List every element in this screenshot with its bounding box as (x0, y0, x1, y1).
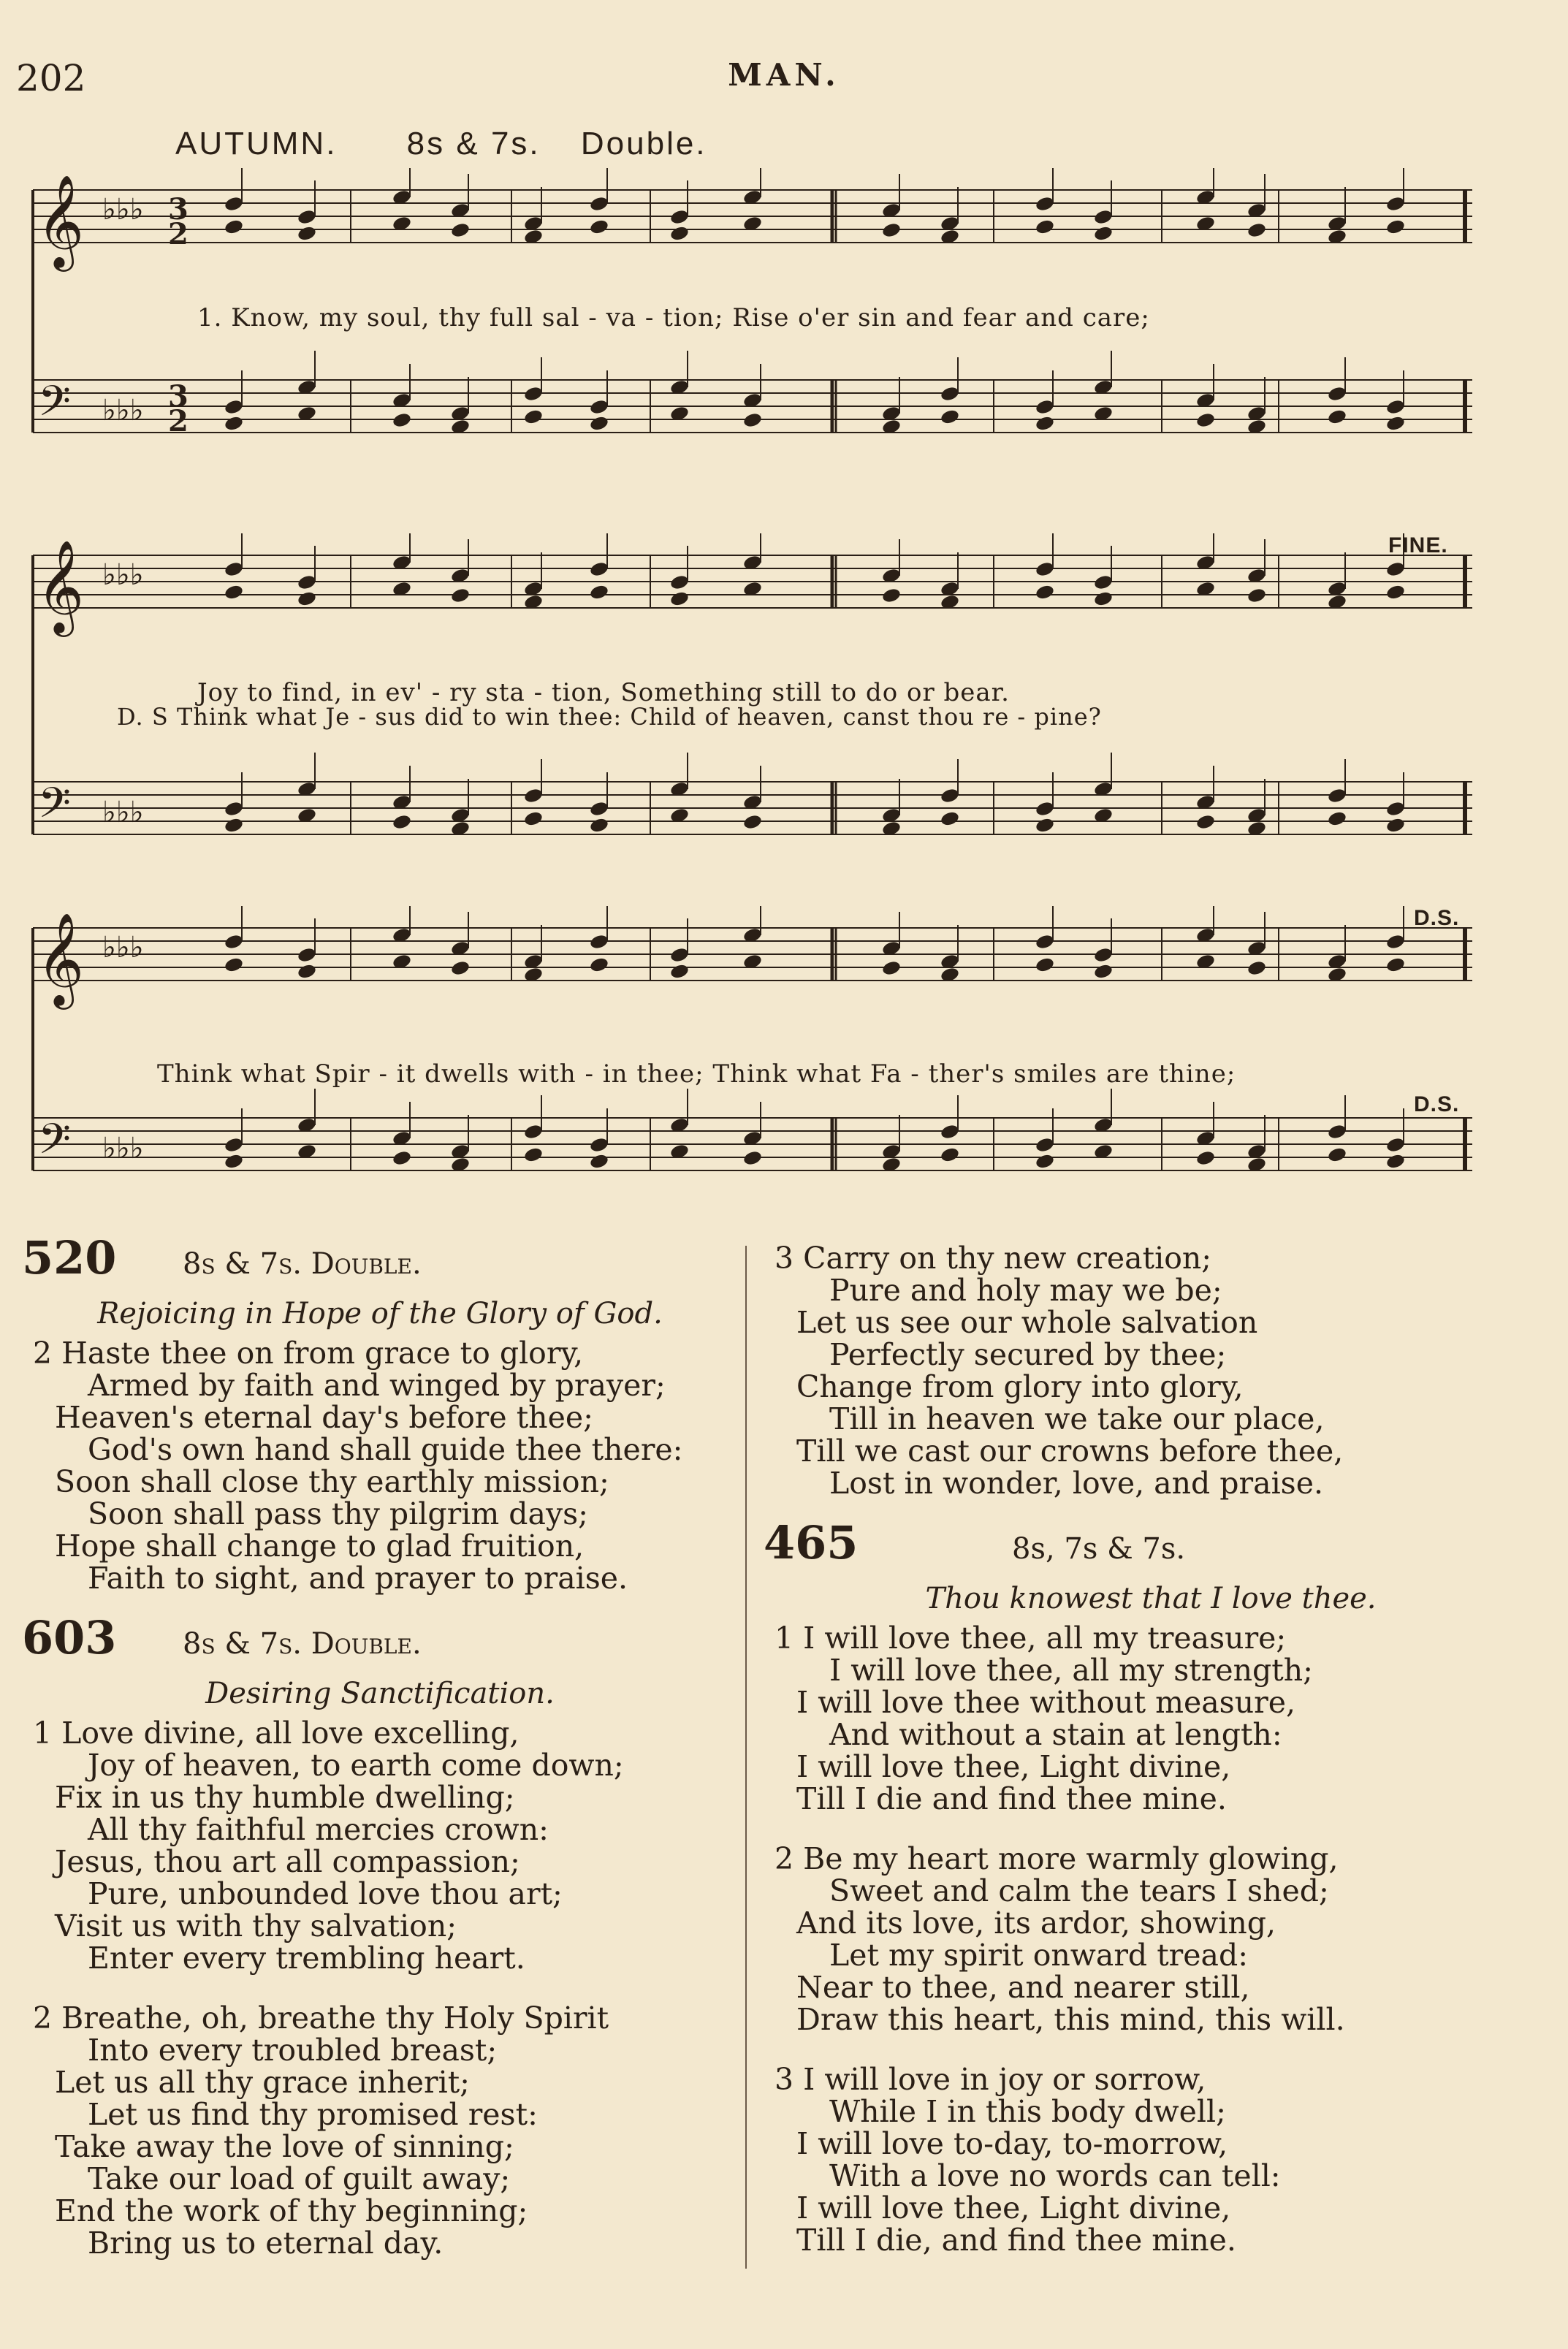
hymn-number: 520 (22, 1231, 117, 1284)
verse-line: Haste thee on from grace to glory, (61, 1336, 584, 1371)
right-column (764, 1242, 1538, 2284)
svg-text:𝄞: 𝄞 (37, 174, 85, 267)
verse-line: All thy faithful mercies crown: (88, 1812, 549, 1847)
verse-line: Let us find thy promised rest: (88, 2097, 538, 2132)
lyrics-system-2-a: Joy to find, in ev' - ry sta - tion, Something still to do or bear. (197, 678, 1010, 707)
stanza (764, 2063, 1538, 2256)
svg-text:♭♭♭: ♭♭♭ (102, 796, 144, 829)
ds-mark-treble: D.S. (1414, 906, 1460, 930)
verse-line: Enter every trembling heart. (88, 1941, 525, 1976)
verse-line: Into every troubled breast; (88, 2033, 498, 2068)
stanza-line (22, 1717, 738, 1749)
stanza-number: 2 (33, 1336, 53, 1371)
stanza-number: 3 (775, 2062, 794, 2097)
verse-line: Breathe, oh, breathe thy Holy Spirit (61, 2000, 609, 2036)
stanza-number: 1 (33, 1716, 53, 1751)
verse-line: With a love no words can tell: (829, 2158, 1281, 2193)
tune-meter: 8s & 7s. (406, 126, 541, 161)
stanza-line (764, 1622, 1538, 1654)
verse-line: Soon shall close thy earthly mission; (55, 1464, 609, 1499)
hymn-meter: 8s, 7s & 7s. (1012, 1532, 1186, 1566)
stanza-line (22, 1337, 738, 1369)
tune-kind: Double. (580, 126, 707, 161)
stanza (764, 1843, 1538, 2036)
hymn-number: 603 (22, 1611, 117, 1664)
tune-name: AUTUMN. (175, 126, 338, 161)
verse-line: I will love to-day, to-morrow, (796, 2126, 1228, 2161)
verse-line: I will love thee, Light divine, (796, 2190, 1231, 2226)
verse-line: Jesus, thou art all compassion; (55, 1844, 520, 1879)
bass-staff (33, 753, 1472, 838)
svg-text:𝄞: 𝄞 (37, 912, 85, 1005)
verse-line: God's own hand shall guide thee there: (88, 1432, 683, 1467)
treble-staff (33, 533, 1472, 637)
stanza-line (764, 1242, 1538, 1274)
verse-line: Hope shall change to glad fruition, (55, 1528, 585, 1564)
svg-text:2: 2 (168, 217, 189, 251)
verse-line: End the work of thy beginning; (55, 2193, 528, 2228)
hymn-465 (764, 1516, 1538, 2258)
verse-line: And without a stain at length: (829, 1717, 1282, 1752)
verse-line: Till I die and find thee mine. (796, 1781, 1227, 1816)
hymn-603 (22, 1611, 738, 2261)
verse-line: Visit us with thy salvation; (55, 1908, 457, 1943)
running-head: MAN. (728, 57, 840, 93)
ds-mark-bass: D.S. (1414, 1092, 1460, 1116)
lyrics-system-1: 1. Know, my soul, thy full sal - va - tion; Rise o'er sin and fear and care; (197, 303, 1150, 332)
verse-line: Carry on thy new creation; (803, 1241, 1212, 1276)
svg-text:♭♭♭: ♭♭♭ (102, 193, 144, 226)
svg-text:𝄢: 𝄢 (38, 778, 72, 838)
lyrics-system-3: Think what Spir - it dwells with - in thee; Think what Fa - ther's smiles are thine; (157, 1059, 1236, 1089)
verse-line: Take away the love of sinning; (55, 2129, 514, 2164)
verse-line: I will love in joy or sorrow, (803, 2062, 1206, 2097)
svg-text:𝄢: 𝄢 (38, 1114, 72, 1174)
stanza (22, 2002, 738, 2259)
verse-line: Till in heaven we take our place, (829, 1401, 1325, 1436)
verse-line: I will love thee, Light divine, (796, 1749, 1231, 1784)
verse-line: Love divine, all love excelling, (61, 1716, 520, 1751)
hymn-subtitle: Desiring Sanctification. (205, 1677, 555, 1710)
verse-line: Bring us to eternal day. (88, 2226, 444, 2261)
stanza-number: 3 (775, 1241, 794, 1276)
hymn-520 (22, 1231, 738, 1596)
svg-text:2: 2 (168, 404, 189, 438)
treble-staff (33, 168, 1472, 272)
stanza (764, 1242, 1538, 1499)
hymn-meter: 8s & 7s. Double. (183, 1247, 422, 1281)
stanza-line (764, 1843, 1538, 1875)
verse-line: Till I die, and find thee mine. (796, 2223, 1236, 2258)
verse-line: Draw this heart, this mind, this will. (796, 2002, 1345, 2037)
page-number: 202 (16, 57, 86, 99)
svg-text:𝄞: 𝄞 (37, 539, 85, 633)
verse-line: Let us see our whole salvation (796, 1305, 1258, 1340)
verse-line: I will love thee, all my treasure; (803, 1621, 1287, 1656)
bass-staff (33, 1089, 1472, 1174)
hymn-subtitle: Thou knowest that I love thee. (925, 1582, 1377, 1615)
music-system-2 (22, 533, 1483, 877)
verse-line: Faith to sight, and prayer to praise. (88, 1561, 628, 1596)
lyrics-system-2-b: D. S Think what Je - sus did to win thee: Child of heaven, canst thou re - pine? (117, 703, 1102, 731)
verse-line: Let my spirit onward tread: (829, 1938, 1249, 1973)
left-column (22, 1231, 738, 2287)
verse-line: Armed by faith and winged by prayer; (88, 1368, 666, 1403)
verse-line: I will love thee without measure, (796, 1685, 1296, 1720)
stanza-number: 2 (775, 1841, 794, 1876)
hymn-number: 465 (764, 1516, 859, 1569)
verse-line: Fix in us thy humble dwelling; (55, 1780, 515, 1815)
verse-line: Take our load of guilt away; (88, 2161, 511, 2196)
verse-line: Lost in wonder, love, and praise. (829, 1466, 1324, 1501)
svg-text:♭♭♭: ♭♭♭ (102, 394, 144, 427)
verse-line: Soon shall pass thy pilgrim days; (88, 1496, 588, 1531)
verse-line: Heaven's eternal day's before thee; (55, 1400, 593, 1435)
stanza-number: 1 (775, 1621, 794, 1656)
column-divider (745, 1246, 747, 2269)
svg-text:♭♭♭: ♭♭♭ (102, 1132, 144, 1165)
verse-line: Let us all thy grace inherit; (55, 2065, 470, 2100)
svg-text:𝄢: 𝄢 (38, 376, 72, 436)
svg-text:3: 3 (168, 379, 189, 414)
verse-line: Be my heart more warmly glowing, (803, 1841, 1339, 1876)
verse-line: And its love, its ardor, showing, (796, 1906, 1276, 1941)
verse-line: Near to thee, and nearer still, (796, 1970, 1250, 2005)
svg-text:♭♭♭: ♭♭♭ (102, 931, 144, 964)
music-system-3 (22, 906, 1483, 1213)
verse-line: Perfectly secured by thee; (829, 1337, 1227, 1372)
hymn-subtitle: Rejoicing in Hope of the Glory of God. (97, 1297, 663, 1330)
verse-line: Till we cast our crowns before thee, (796, 1434, 1344, 1469)
verse-line: Pure, unbounded love thou art; (88, 1876, 563, 1911)
verse-line: I will love thee, all my strength; (829, 1653, 1313, 1688)
svg-text:3: 3 (168, 192, 189, 226)
treble-staff (33, 906, 1472, 1010)
fine-mark: FINE. (1388, 533, 1448, 557)
stanza-number: 2 (33, 2000, 53, 2036)
stanza (764, 1622, 1538, 1815)
music-system-1 (22, 168, 1483, 475)
verse-line: Change from glory into glory, (796, 1369, 1244, 1404)
stanza-line (764, 2063, 1538, 2095)
hymn-meter: 8s & 7s. Double. (183, 1627, 422, 1661)
bass-staff (33, 351, 1472, 438)
verse-line: Joy of heaven, to earth come down; (88, 1748, 624, 1783)
stanza-line (22, 2002, 738, 2034)
svg-text:♭♭♭: ♭♭♭ (102, 558, 144, 592)
stanza (22, 1337, 738, 1594)
verse-line: Sweet and calm the tears I shed; (829, 1873, 1329, 1908)
tune-header (175, 126, 766, 162)
verse-line: While I in this body dwell; (829, 2094, 1226, 2129)
verse-line: Pure and holy may we be; (829, 1273, 1222, 1308)
stanza (22, 1717, 738, 1974)
